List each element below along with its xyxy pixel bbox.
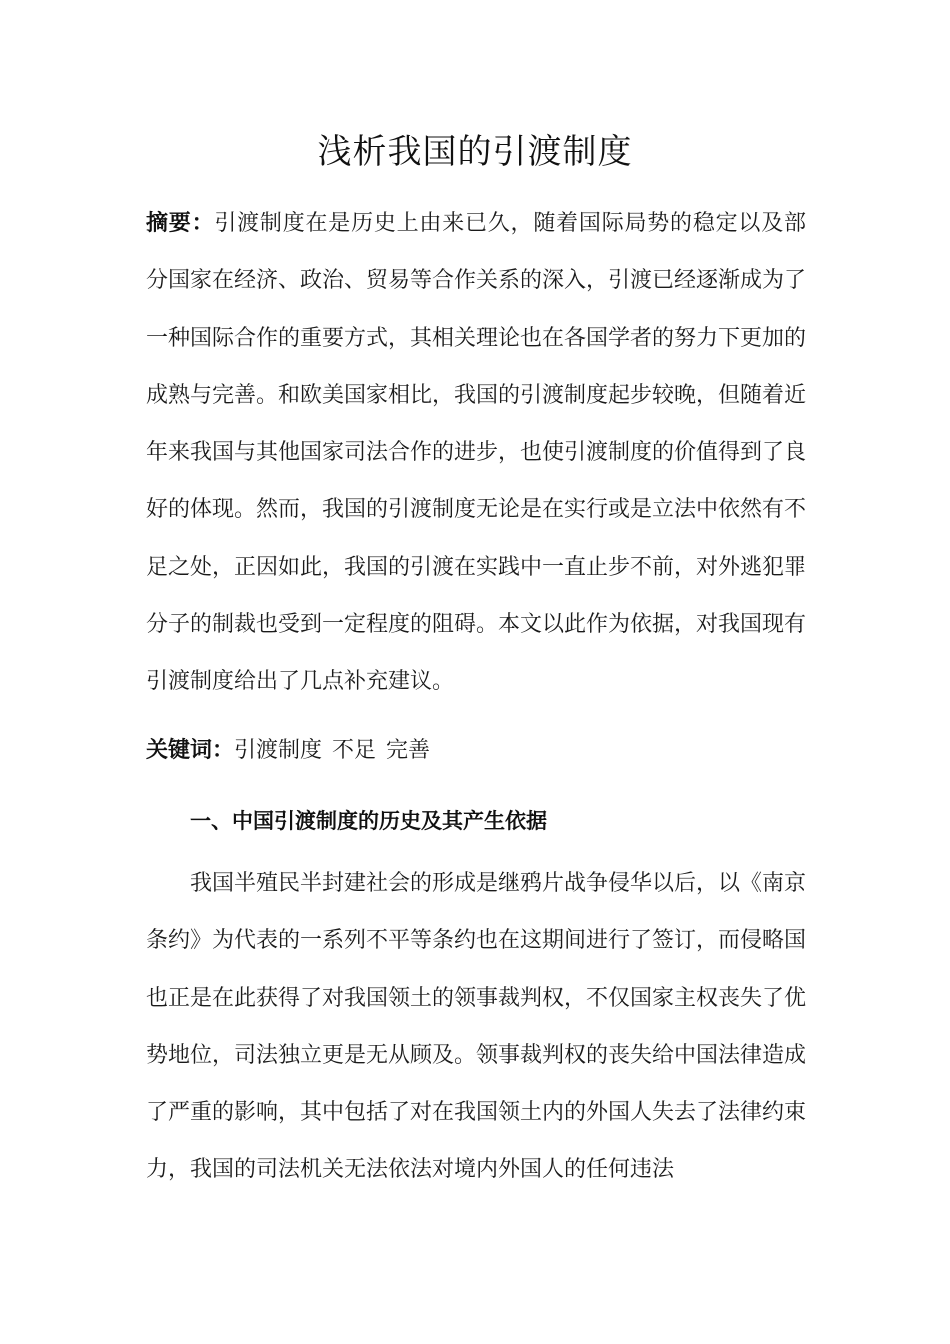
keywords-label: 关键词： — [146, 738, 235, 763]
abstract-paragraph — [146, 195, 806, 711]
keyword-item: 不足 — [332, 738, 377, 763]
keyword-item: 完善 — [386, 738, 431, 763]
keywords-line — [146, 722, 806, 779]
document-title: 浅析我国的引渡制度 — [317, 132, 633, 172]
keyword-item: 引渡制度 — [234, 738, 323, 763]
body-paragraph: 我国半殖民半封建社会的形成是继鸦片战争侵华以后，以《南京条约》为代表的一系列不平等条约也在这期间进行了签订，而侵略国也正是在此获得了对我国领土的领事裁判权，不仅国家主权丧失了优势地位，司法独立更是无从顾及。领事裁判权的丧失给中国法律造成了严重的影响，其中包括了对在我国领土内的外国人失去了法律约束力，我国的司法机关无法依法对境内外国人的任何违法 — [146, 871, 807, 1183]
abstract-label: 摘要： — [146, 211, 215, 236]
abstract-text: 引渡制度在是历史上由来已久，随着国际局势的稳定以及部分国家在经济、政治、贸易等合作关系的深入，引渡已经逐渐成为了一种国际合作的重要方式，其相关理论也在各国学者的努力下更加的成熟与完善。和欧美国家相比，我国的引渡制度起步较晚，但随着近年来我国与其他国家司法合作的进步，也使引渡制度的价值得到了良好的体现。然而，我国的引渡制度无论是在实行或是立法中依然有不足之处，正因如此，我国的引渡在实践中一直止步不前，对外逃犯罪分子的制裁也受到一定程度的阻碍。本文以此作为依据，对我国现有引渡制度给出了几点补充建议。 — [146, 211, 807, 695]
section-heading: 一、中国引渡制度的历史及其产生依据 — [190, 809, 547, 833]
